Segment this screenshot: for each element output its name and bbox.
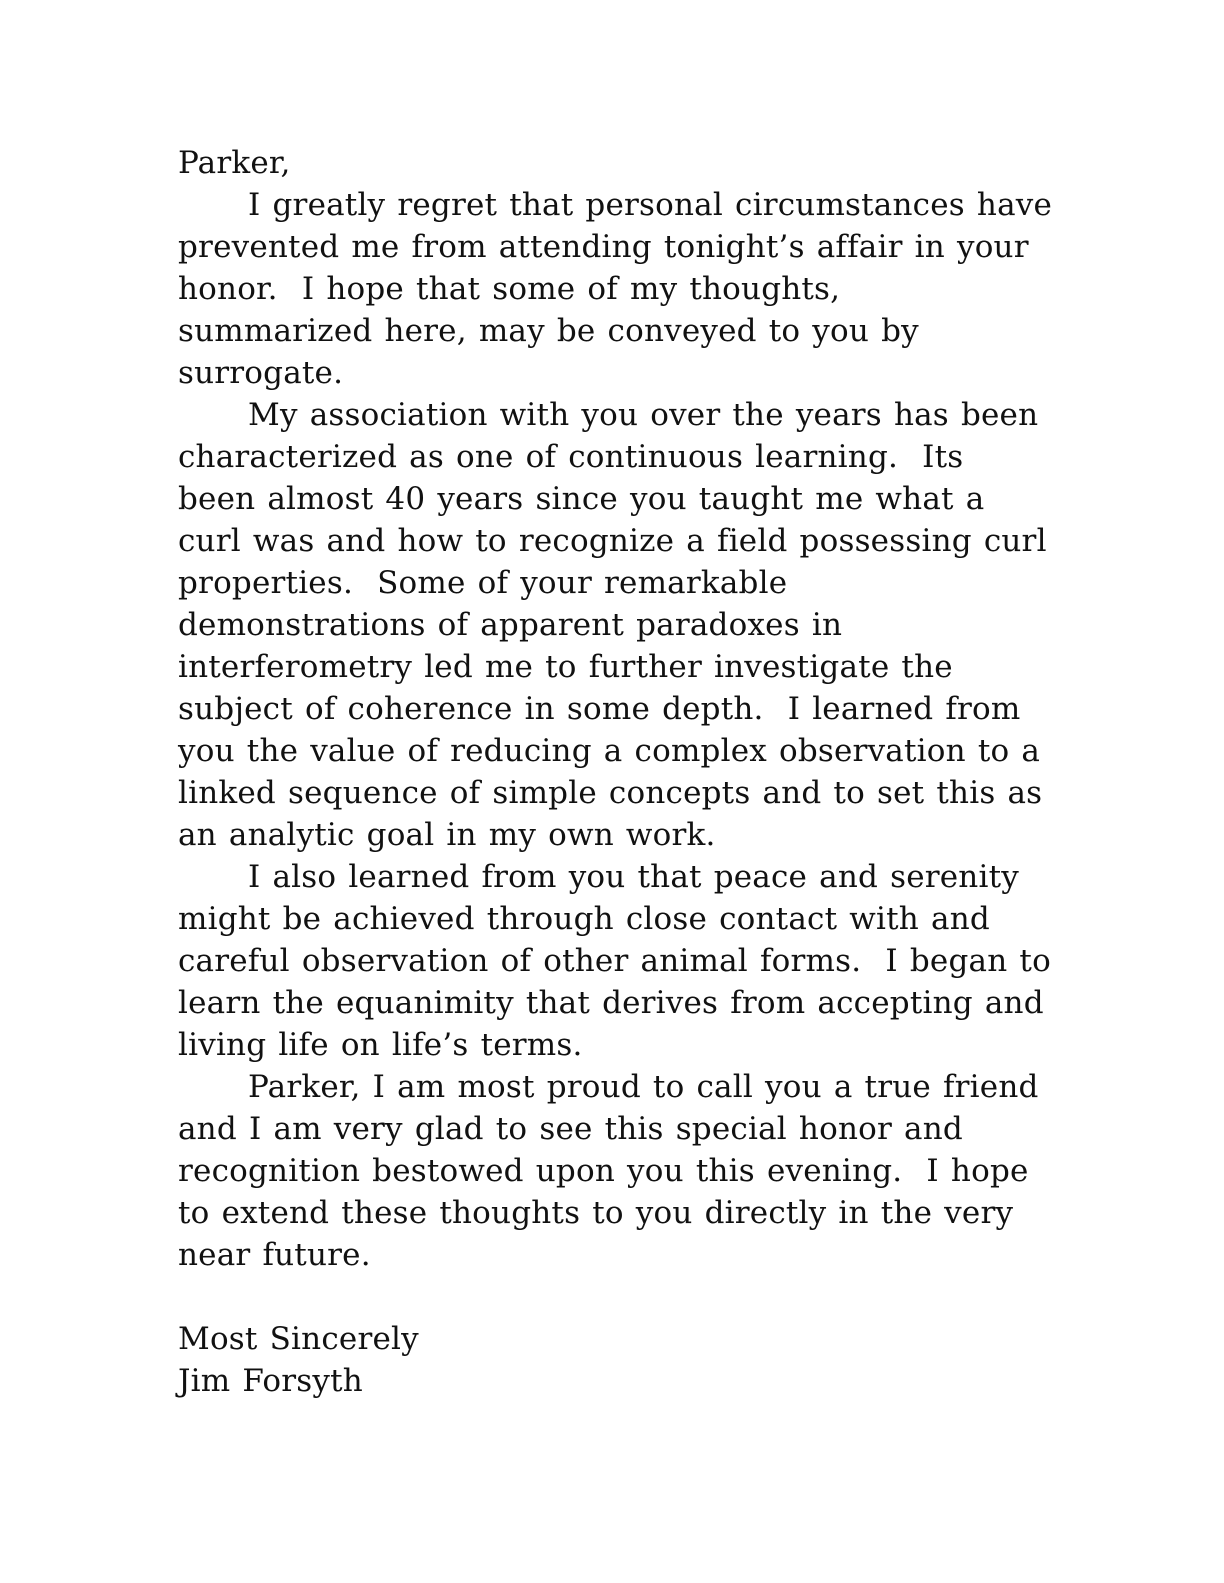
- paragraph-line: recognition bestowed upon you this evening. I hope: [178, 1153, 1029, 1189]
- closing: Most Sincerely: [178, 1321, 419, 1357]
- paragraph-2: [178, 394, 1138, 856]
- paragraph-line: near future.: [178, 1237, 371, 1273]
- paragraph-line: been almost 40 years since you taught me what a: [178, 481, 985, 517]
- paragraph-line: subject of coherence in some depth. I learned from: [178, 691, 1021, 727]
- letter-body: [178, 142, 1138, 1402]
- paragraph-line: I also learned from you that peace and serenity: [248, 859, 1019, 895]
- paragraph-line: My association with you over the years has been: [248, 397, 1039, 433]
- paragraph-line: properties. Some of your remarkable: [178, 565, 788, 601]
- paragraph-line: interferometry led me to further investigate the: [178, 649, 953, 685]
- paragraph-line: I greatly regret that personal circumstances have: [248, 187, 1053, 223]
- paragraph-line: and I am very glad to see this special honor and: [178, 1111, 963, 1147]
- paragraph-line: honor. I hope that some of my thoughts,: [178, 271, 841, 307]
- paragraph-3: [178, 856, 1138, 1066]
- paragraph-line: surrogate.: [178, 355, 344, 391]
- paragraph-line: living life on life’s terms.: [178, 1027, 583, 1063]
- paragraph-line: might be achieved through close contact with and: [178, 901, 990, 937]
- salutation: Parker,: [178, 145, 291, 181]
- paragraph-line: Parker, I am most proud to call you a true friend: [248, 1069, 1039, 1105]
- paragraph-line: to extend these thoughts to you directly in the very: [178, 1195, 1014, 1231]
- paragraph-line: summarized here, may be conveyed to you by: [178, 313, 919, 349]
- blank-line: [178, 1276, 1138, 1318]
- paragraph-line: careful observation of other animal forms. I began to: [178, 943, 1051, 979]
- paragraph-line: learn the equanimity that derives from accepting and: [178, 985, 1044, 1021]
- paragraph-line: characterized as one of continuous learning. Its: [178, 439, 964, 475]
- paragraph-4: [178, 1066, 1138, 1276]
- signature-name: Jim Forsyth: [178, 1363, 363, 1399]
- paragraph-1: [178, 184, 1138, 394]
- paragraph-line: demonstrations of apparent paradoxes in: [178, 607, 843, 643]
- paragraph-line: curl was and how to recognize a field possessing curl: [178, 523, 1047, 559]
- paragraph-line: prevented me from attending tonight’s affair in your: [178, 229, 1029, 265]
- paragraph-line: you the value of reducing a complex observation to a: [178, 733, 1041, 769]
- paragraph-line: an analytic goal in my own work.: [178, 817, 716, 853]
- paragraph-line: linked sequence of simple concepts and to set this as: [178, 775, 1043, 811]
